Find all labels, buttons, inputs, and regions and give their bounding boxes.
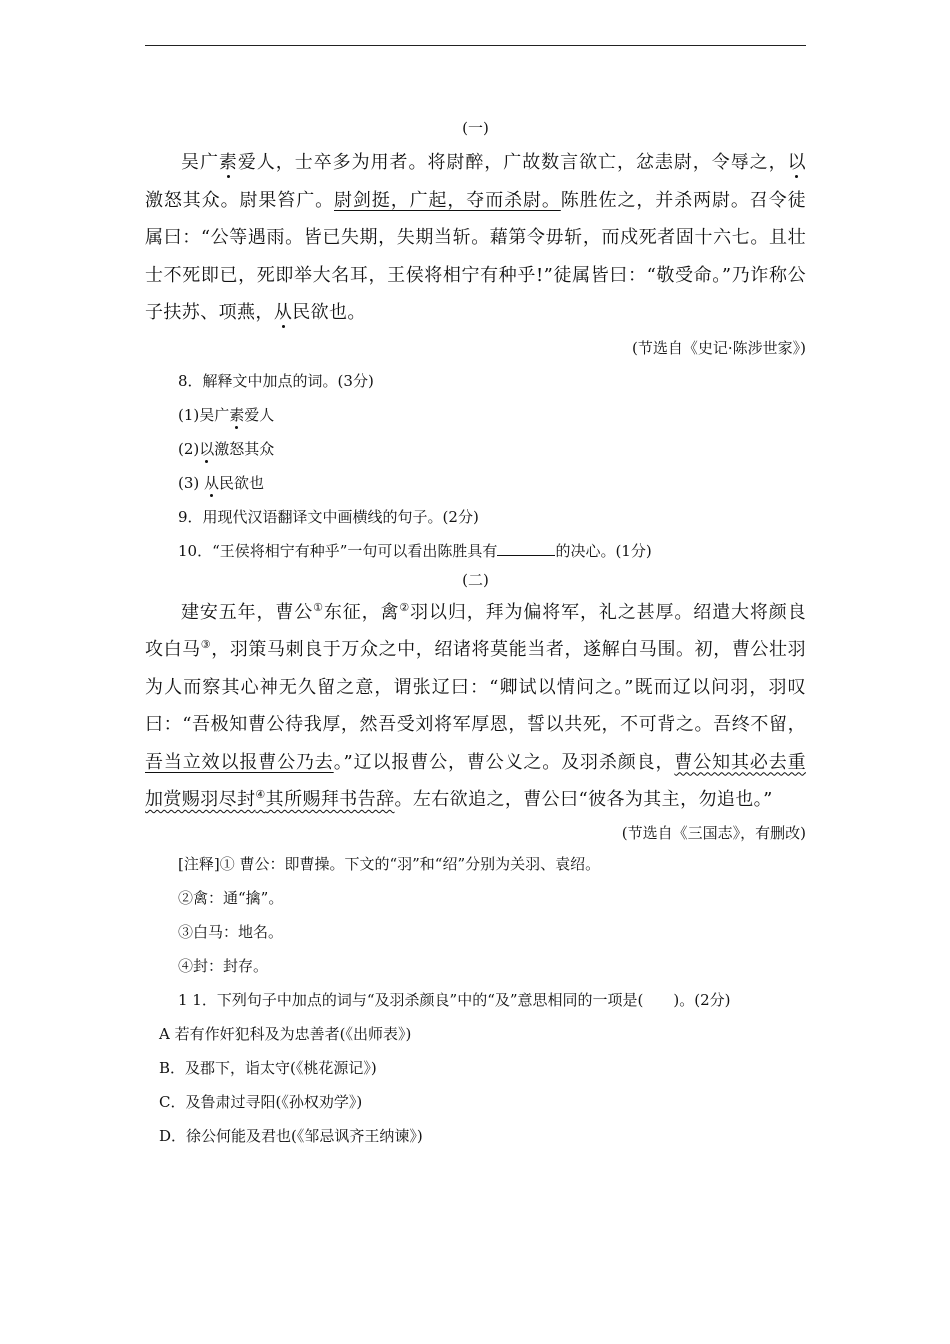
option-a: A 若有作奸犯科及为忠善者(《出师表》) [159, 1024, 412, 1043]
dotted-word-cong: 从 [273, 302, 293, 323]
question-10: 10．“王侯将相宁有种乎”一句可以看出陈胜具有 的决心。(1分) [178, 541, 652, 560]
question-11: 1 1．下列句子中加点的词与“及羽杀颜良”中的“及”意思相同的一项是( )。(2分) [178, 990, 731, 1009]
passage-1: 吴广素爱人，士卒多为用者。将尉醉，广故数言欲亡，忿恚尉，令辱之，以激怒其众。尉果笞广。尉剑挺，广起，夺而杀尉。陈胜佐之，并杀两尉。召令徒属曰：“公等遇雨。皆已失期，失期当斩。藉第令毋斩，而戍死者固十六七。且壮士不死即已，死即举大名耳，王侯将相宁有种乎!”徒属皆曰：“敬受命。”乃诈称公子扶苏、项燕，从民欲也。 [145, 152, 806, 323]
note-3: ③白马：地名。 [178, 922, 284, 941]
passage-2: 建安五年，曹公①东征，禽②羽以归，拜为偏将军，礼之甚厚。绍遣大将颜良攻白马③，羽策马刺良于万众之中，绍诸将莫能当者，遂解白马围。初，曹公壮羽为人而察其心神无久留之意，谓张辽曰：“卿试以情问之。”既而辽以问羽，羽叹曰：“吾极知曹公待我厚，然吾受刘将军厚恩，誓以共死，不可背之。吾终不留，吾当立效以报曹公乃去。”辽以报曹公，曹公义之。及羽杀颜良，曹公知其必去重加赏赐羽尽封④其所赐拜书告辞。左右欲追之，曹公曰“彼各为其主，勿追也。” [145, 600, 807, 810]
header-rule [145, 45, 806, 46]
note-2: ②禽：通“擒”。 [178, 888, 284, 907]
option-d: D．徐公何能及君也(《邹忌讽齐王纳谏》) [159, 1126, 423, 1145]
option-c: C．及鲁肃过寻阳(《孙权劝学》) [159, 1092, 363, 1111]
question-8-2: (2)以激怒其众 [178, 439, 275, 458]
dotted-word-su: 素 [218, 152, 238, 173]
option-b: B．及郡下，诣太守(《桃花源记》) [159, 1058, 377, 1077]
underlined-sentence: 尉剑挺，广起，夺而杀尉。 [334, 189, 561, 211]
section-title-2: (二) [462, 570, 489, 589]
section-title-1: (一) [462, 119, 489, 137]
dotted-word-yi: 以 [787, 152, 806, 173]
source-citation-1: (节选自《史记·陈涉世家》) [632, 338, 806, 357]
exam-page [145, 118, 806, 1153]
note-1: [注释]① 曹公：即曹操。下文的“羽”和“绍”分别为关羽、袁绍。 [178, 854, 601, 873]
underlined-sentence-2: 吾当立效以报曹公乃去 [145, 751, 334, 773]
source-citation-2: (节选自《三国志》，有删改) [621, 823, 806, 842]
question-9: 9．用现代汉语翻译文中画横线的句子。(2分) [178, 507, 479, 526]
answer-blank[interactable] [497, 541, 555, 556]
question-8: 8．解释文中加点的词。(3分) [178, 371, 374, 390]
wavy-underlined-sentence: 曹公知其必去重加赏赐羽尽封④其所赐拜书告辞 [145, 751, 806, 810]
question-8-1: (1)吴广素爱人 [178, 405, 275, 424]
question-8-3: (3) 从民欲也 [178, 473, 265, 492]
note-4: ④封：封存。 [178, 956, 269, 975]
